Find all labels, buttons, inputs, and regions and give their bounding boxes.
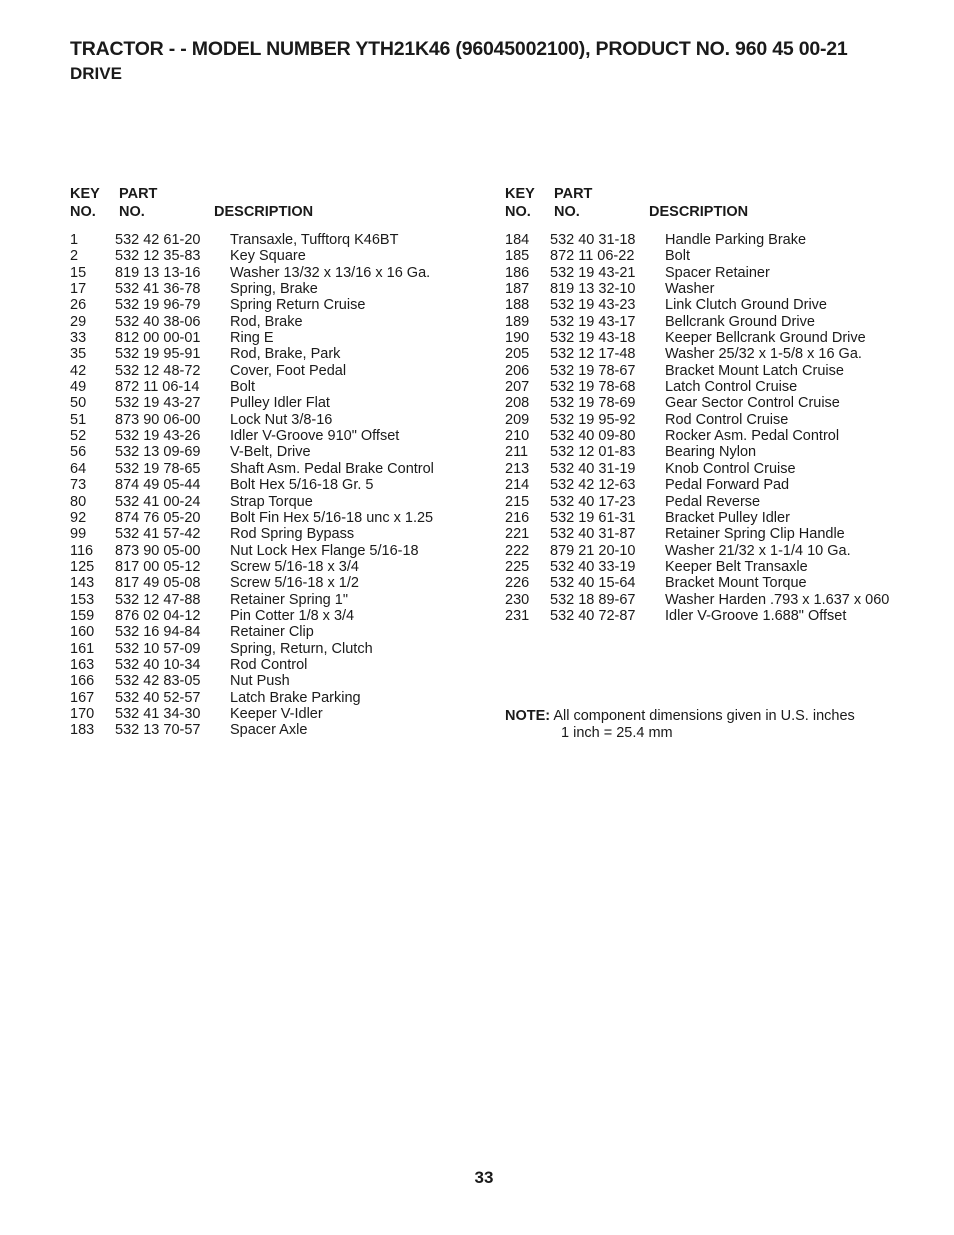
note-line2: 1 inch = 25.4 mm [561,724,673,741]
description-cell: Strap Torque [230,493,313,510]
key-cell: 216 [505,509,530,526]
table-row [70,346,480,362]
table-row [70,412,480,428]
part-number-cell: 873 90 05-00 [115,542,201,559]
table-row [70,395,480,411]
description-cell: Bolt Hex 5/16-18 Gr. 5 [230,477,374,494]
description-cell: Idler V-Groove 1.688" Offset [665,607,847,624]
table-row [505,510,925,526]
description-cell: Spacer Axle [230,722,308,739]
part-number-cell: 532 41 36-78 [115,281,201,298]
part-number-cell: 532 19 43-23 [550,297,636,314]
description-cell: Retainer Spring 1" [230,591,348,608]
description-cell: Ring E [230,330,274,347]
page-number: 33 [474,1168,494,1187]
part-number-cell: 532 18 89-67 [550,591,636,608]
key-cell: 183 [70,722,95,739]
description-cell: Keeper Belt Transaxle [665,558,808,575]
part-number-cell: 532 19 95-91 [115,346,201,363]
description-cell: Washer 13/32 x 13/16 x 16 Ga. [230,264,431,281]
part-number-cell: 532 40 31-19 [550,460,636,477]
description-cell: Spring, Brake [230,281,318,298]
table-row [505,461,925,477]
section-title: DRIVE [70,64,122,83]
table-row [505,477,925,493]
description-cell: Washer [665,281,715,298]
part-number-cell: 532 12 01-83 [550,444,636,461]
table-row [505,346,925,362]
part-header-line2: NO. [119,204,145,220]
part-number-cell: 532 19 78-69 [550,395,636,412]
key-header-line1: KEY [505,186,535,202]
table-row [505,494,925,510]
table-row [70,281,480,297]
table-row [505,330,925,346]
part-number-cell: 532 40 15-64 [550,575,636,592]
description-cell: Latch Control Cruise [665,379,798,396]
description-cell: Lock Nut 3/8-16 [230,411,333,428]
part-header-line1: PART [119,186,158,202]
key-cell: 33 [70,330,87,347]
key-cell: 73 [70,477,87,494]
part-number-cell: 532 19 43-26 [115,428,201,445]
description-cell: Bellcrank Ground Drive [665,313,815,330]
description-cell: Screw 5/16-18 x 3/4 [230,558,359,575]
key-cell: 92 [70,509,87,526]
table-row [505,608,925,624]
key-cell: 186 [505,264,530,281]
key-cell: 209 [505,411,530,428]
key-cell: 160 [70,624,95,641]
table-row [505,559,925,575]
parts-table-left [70,186,480,739]
table-row [70,526,480,542]
page-title: TRACTOR - - MODEL NUMBER YTH21K46 (96045002100), PRODUCT NO. 960 45 00-21 [70,38,848,60]
description-cell: Shaft Asm. Pedal Brake Control [230,460,434,477]
key-cell: 190 [505,330,530,347]
part-number-cell: 532 19 95-92 [550,411,636,428]
table-row [505,395,925,411]
key-cell: 116 [70,542,94,559]
table-row [70,379,480,395]
description-cell: Pulley Idler Flat [230,395,330,412]
part-number-cell: 532 40 31-18 [550,232,636,248]
key-cell: 185 [505,248,530,265]
table-row [70,624,480,640]
table-row [70,722,480,738]
part-number-cell: 532 40 10-34 [115,656,201,673]
description-header: DESCRIPTION [214,204,314,220]
part-number-cell: 532 40 72-87 [550,607,636,624]
part-number-cell: 532 19 78-65 [115,460,201,477]
description-cell: Rod Spring Bypass [230,526,355,543]
description-cell: Keeper Bellcrank Ground Drive [665,330,866,347]
key-cell: 153 [70,591,95,608]
table-row [70,657,480,673]
table-row [70,248,480,264]
table-row [505,379,925,395]
key-cell: 222 [505,542,530,559]
description-cell: Nut Lock Hex Flange 5/16-18 [230,542,419,559]
key-header-line2: NO. [505,204,531,220]
part-number-cell: 876 02 04-12 [115,607,201,624]
table-row [505,297,925,313]
part-number-cell: 532 19 78-68 [550,379,636,396]
key-cell: 42 [70,362,87,379]
key-cell: 225 [505,558,530,575]
key-cell: 207 [505,379,530,396]
table-row [70,265,480,281]
key-cell: 161 [70,640,95,657]
key-cell: 35 [70,346,87,363]
part-number-cell: 532 19 61-31 [550,509,636,526]
key-cell: 211 [505,444,529,461]
description-cell: Rod Control [230,656,308,673]
part-number-cell: 874 49 05-44 [115,477,201,494]
part-number-cell: 873 90 06-00 [115,411,201,428]
part-number-cell: 812 00 00-01 [115,330,201,347]
key-cell: 167 [70,689,95,706]
key-cell: 26 [70,297,87,314]
part-number-cell: 532 40 17-23 [550,493,636,510]
table-row [505,363,925,379]
description-cell: Bearing Nylon [665,444,757,461]
key-cell: 210 [505,428,530,445]
key-cell: 56 [70,444,87,461]
note-line1: All component dimensions given in U.S. inches [553,708,855,724]
table-row [70,608,480,624]
table-row [70,444,480,460]
key-cell: 166 [70,673,95,690]
table-row [70,232,480,248]
description-cell: Latch Brake Parking [230,689,361,706]
table-row [70,330,480,346]
part-number-cell: 532 40 33-19 [550,558,636,575]
table-row [505,526,925,542]
key-header-line2: NO. [70,204,96,220]
part-number-cell: 532 41 34-30 [115,705,201,722]
key-cell: 170 [70,705,95,722]
table-row [70,461,480,477]
table-row [70,363,480,379]
key-cell: 208 [505,395,530,412]
key-cell: 189 [505,313,530,330]
description-cell: Rod, Brake [230,313,303,330]
key-cell: 64 [70,460,87,477]
key-cell: 2 [70,248,79,265]
description-cell: Spring, Return, Clutch [230,640,373,657]
parts-list-right [505,232,925,624]
key-cell: 29 [70,313,87,330]
table-header [70,186,480,222]
description-cell: Retainer Spring Clip Handle [665,526,845,543]
table-row [505,314,925,330]
description-cell: Bracket Pulley Idler [665,509,790,526]
part-number-cell: 532 12 48-72 [115,362,201,379]
key-cell: 50 [70,395,87,412]
description-cell: Washer 25/32 x 1-5/8 x 16 Ga. [665,346,862,363]
description-cell: Gear Sector Control Cruise [665,395,840,412]
part-number-cell: 532 16 94-84 [115,624,201,641]
key-cell: 230 [505,591,530,608]
description-cell: Washer Harden .793 x 1.637 x 060 [665,591,890,608]
table-row [70,477,480,493]
part-number-cell: 532 19 78-67 [550,362,636,379]
part-number-cell: 872 11 06-22 [550,248,635,265]
key-cell: 159 [70,607,95,624]
part-number-cell: 532 13 70-57 [115,722,201,739]
part-number-cell: 532 12 17-48 [550,346,636,363]
key-cell: 52 [70,428,87,445]
description-cell: Rocker Asm. Pedal Control [665,428,840,445]
part-number-cell: 532 10 57-09 [115,640,201,657]
description-cell: Keeper V-Idler [230,705,323,722]
description-cell: Bolt [230,379,255,396]
description-cell: V-Belt, Drive [230,444,311,461]
table-header [505,186,925,222]
part-number-cell: 874 76 05-20 [115,509,201,526]
table-row [505,248,925,264]
table-row [70,673,480,689]
part-header-line1: PART [554,186,593,202]
description-cell: Spacer Retainer [665,264,770,281]
part-number-cell: 532 12 35-83 [115,248,201,265]
key-cell: 206 [505,362,530,379]
description-cell: Bracket Mount Torque [665,575,807,592]
part-number-cell: 879 21 20-10 [550,542,636,559]
table-row [505,232,925,248]
description-cell: Pedal Forward Pad [665,477,790,494]
part-number-cell: 532 13 09-69 [115,444,201,461]
part-number-cell: 532 40 38-06 [115,313,201,330]
key-cell: 215 [505,493,530,510]
table-row [505,281,925,297]
key-cell: 80 [70,493,87,510]
table-row [70,706,480,722]
description-cell: Bolt [665,248,690,265]
part-number-cell: 532 19 43-27 [115,395,201,412]
table-row [505,543,925,559]
part-number-cell: 819 13 13-16 [115,264,201,281]
part-number-cell: 532 40 52-57 [115,689,201,706]
description-cell: Idler V-Groove 910" Offset [230,428,400,445]
table-row [70,592,480,608]
description-cell: Link Clutch Ground Drive [665,297,827,314]
table-row [505,444,925,460]
key-cell: 15 [70,264,87,281]
key-cell: 187 [505,281,530,298]
part-number-cell: 532 19 96-79 [115,297,201,314]
part-number-cell: 532 19 43-17 [550,313,636,330]
part-number-cell: 532 42 83-05 [115,673,201,690]
description-cell: Nut Push [230,673,290,690]
key-cell: 125 [70,558,95,575]
part-number-cell: 872 11 06-14 [115,379,200,396]
part-number-cell: 817 49 05-08 [115,575,201,592]
description-cell: Bracket Mount Latch Cruise [665,362,844,379]
part-number-cell: 532 41 00-24 [115,493,201,510]
table-row [70,494,480,510]
table-row [70,543,480,559]
table-row [505,592,925,608]
key-cell: 184 [505,232,530,248]
key-cell: 1 [70,232,79,248]
table-row [70,690,480,706]
description-cell: Rod Control Cruise [665,411,789,428]
part-number-cell: 532 42 12-63 [550,477,636,494]
table-row [505,428,925,444]
description-cell: Pedal Reverse [665,493,761,510]
part-number-cell: 532 40 31-87 [550,526,636,543]
table-row [70,314,480,330]
description-header: DESCRIPTION [649,204,749,220]
table-row [70,428,480,444]
description-cell: Transaxle, Tufftorq K46BT [230,232,399,248]
description-cell: Rod, Brake, Park [230,346,341,363]
description-cell: Screw 5/16-18 x 1/2 [230,575,359,592]
description-cell: Key Square [230,248,306,265]
parts-list-left [70,232,480,739]
key-cell: 188 [505,297,530,314]
description-cell: Knob Control Cruise [665,460,796,477]
part-number-cell: 819 13 32-10 [550,281,636,298]
table-row [505,265,925,281]
description-cell: Pin Cotter 1/8 x 3/4 [230,607,355,624]
part-number-cell: 532 12 47-88 [115,591,201,608]
key-cell: 17 [70,281,87,298]
note-label: NOTE: [505,708,551,724]
table-row [70,559,480,575]
part-number-cell: 532 40 09-80 [550,428,636,445]
key-cell: 163 [70,656,95,673]
table-row [70,297,480,313]
description-cell: Bolt Fin Hex 5/16-18 unc x 1.25 [230,509,434,526]
key-cell: 49 [70,379,87,396]
key-cell: 99 [70,526,87,543]
description-cell: Retainer Clip [230,624,314,641]
description-cell: Spring Return Cruise [230,297,366,314]
part-number-cell: 817 00 05-12 [115,558,201,575]
key-cell: 51 [70,411,87,428]
table-row [70,641,480,657]
description-cell: Cover, Foot Pedal [230,362,347,379]
part-number-cell: 532 19 43-18 [550,330,636,347]
key-cell: 143 [70,575,95,592]
table-row [70,510,480,526]
table-row [505,412,925,428]
parts-table-right [505,186,925,624]
table-row [70,575,480,591]
description-cell: Washer 21/32 x 1-1/4 10 Ga. [665,542,851,559]
key-header-line1: KEY [70,186,100,202]
part-number-cell: 532 19 43-21 [550,264,636,281]
part-number-cell: 532 42 61-20 [115,232,201,248]
dimensions-note [505,708,855,741]
key-cell: 205 [505,346,530,363]
key-cell: 214 [505,477,530,494]
key-cell: 226 [505,575,530,592]
table-row [505,575,925,591]
key-cell: 213 [505,460,530,477]
key-cell: 231 [505,607,530,624]
part-header-line2: NO. [554,204,580,220]
key-cell: 221 [505,526,530,543]
description-cell: Handle Parking Brake [665,232,807,248]
part-number-cell: 532 41 57-42 [115,526,201,543]
